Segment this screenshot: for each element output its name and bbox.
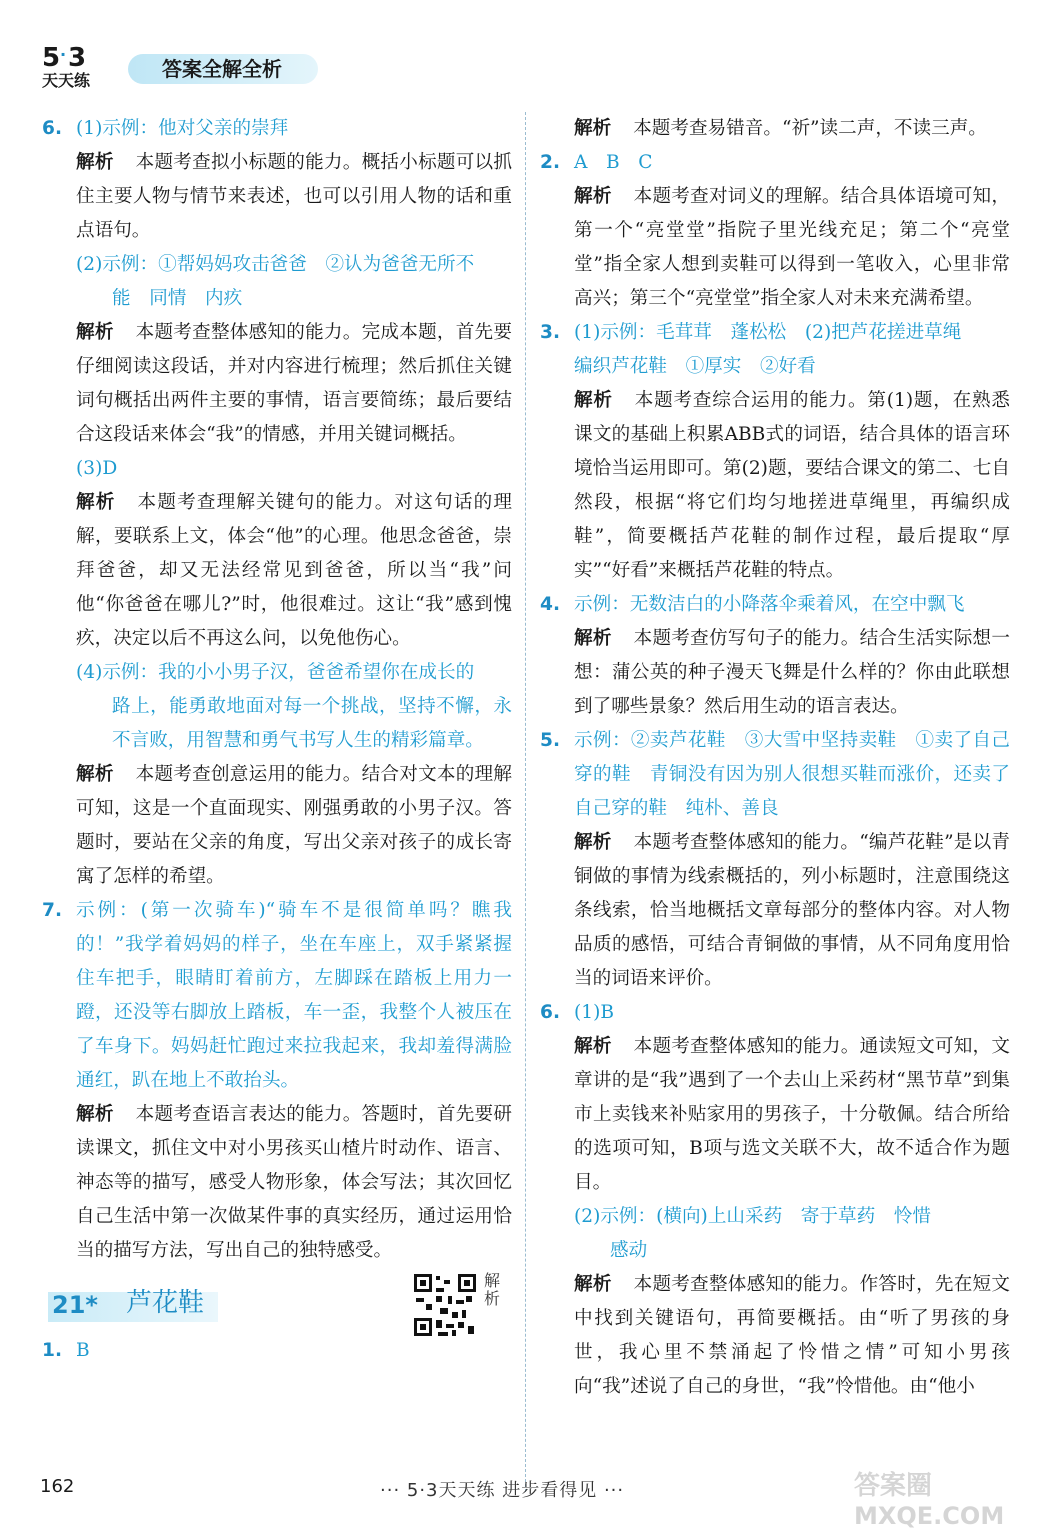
footer-slogan: ··· 5·3天天练 进步看得见 ··· (380, 1480, 625, 1501)
question-2 (540, 146, 1010, 316)
analysis-label: 解析 (574, 118, 612, 139)
analysis-text: 本题考查整体感知的能力。作答时，先在短文中找到关键语句，再简要概括。由“听了男孩的身世，我心里不禁涌起了怜惜之情”可知小男孩向“我”述说了自己的身世，“我”怜惜他。由“他小 (574, 1274, 1010, 1397)
right-column (540, 112, 1010, 1404)
analysis (540, 622, 1010, 724)
analysis-text: 本题考查创意运用的能力。结合对文本的理解可知，这是一个直面现实、刚强勇敢的小男子汉。答题时，要站在父亲的角度，写出父亲对孩子的成长寄寓了怎样的希望。 (76, 764, 512, 887)
analysis-label: 解析 (574, 390, 613, 411)
analysis-text: 本题考查整体感知的能力。通读短文可知，文章讲的是“我”遇到了一个去山上采药材“黑节草”到集市上卖钱来补贴家用的男孩子，十分敬佩。结合所给的选项可知，B项与选文关联不大，故不适合作为题目。 (574, 1036, 1010, 1193)
analysis-text: 本题考查整体感知的能力。完成本题，首先要仔细阅读这段话，并对内容进行梳理；然后抓住关键词句概括出两件主要的事情，语言要简练；最后要结合这段话来体会“我”的情感，并用关键词概括。 (76, 322, 512, 445)
question-1 (42, 1334, 512, 1368)
question-number: 5. (540, 730, 561, 751)
question-6 (42, 112, 512, 894)
section-heading (42, 1271, 512, 1334)
question-5 (540, 724, 1010, 996)
analysis (540, 1268, 1010, 1404)
analysis-label: 解析 (76, 764, 114, 785)
column-divider (525, 112, 526, 1492)
analysis (42, 1098, 512, 1268)
analysis (540, 112, 1010, 146)
question-number: 4. (540, 594, 561, 615)
analysis-text: 本题考查整体感知的能力。“编芦花鞋”是以青铜做的事情为线索概括的，列小标题时，注意围绕这条线索，恰当地概括文章每部分的整体内容。对人物品质的感悟，可结合青铜做的事情，从不同角度用恰当的词语来评价。 (574, 832, 1010, 989)
page-number: 162 (40, 1476, 75, 1497)
svg-text:MXQE.COM: MXQE.COM (854, 1502, 1005, 1530)
answer: 示例：②卖芦花鞋 ③大雪中坚持卖鞋 ①卖了自己穿的鞋 青铜没有因为别人很想买鞋而涨价，还卖了自己穿的鞋 纯朴、善良 (574, 730, 1010, 819)
analysis (42, 316, 512, 452)
analysis-label: 解析 (574, 1274, 612, 1295)
section-title: 芦花鞋 (126, 1288, 205, 1318)
svg-text:天天练: 天天练 (42, 71, 91, 88)
answer: 感动 (610, 1240, 648, 1261)
analysis-label: 解析 (76, 492, 116, 513)
answer: 示例：无数洁白的小降落伞乘着风，在空中飘飞 (574, 594, 965, 615)
answer: 编织芦花鞋 ①厚实 ②好看 (574, 356, 816, 377)
analysis (42, 146, 512, 248)
analysis-text: 本题考查综合运用的能力。第(1)题，在熟悉课文的基础上积累ABB式的词语，结合具体的语言环境恰当运用即可。第(2)题，要结合课文的第二、七自然段，根据“将它们均匀地搓进草绳里，再编织成鞋”，简要概括芦花鞋的制作过程，最后提取“厚实”“好看”来概括芦花鞋的特点。 (574, 390, 1010, 581)
analysis-text: 本题考查对词义的理解。结合具体语境可知，第一个“亮堂堂”指院子里光线充足；第二个“亮堂堂”指全家人想到卖鞋可以得到一笔收入，心里非常高兴；第三个“亮堂堂”指全家人对未来充满希望。 (574, 186, 1010, 309)
analysis (42, 758, 512, 894)
question-number: 2. (540, 152, 561, 173)
analysis (42, 486, 512, 656)
answer: B (76, 1340, 90, 1361)
question-number: 6. (540, 1002, 561, 1023)
analysis (540, 1030, 1010, 1200)
qr-label: 解析 (484, 1271, 501, 1308)
analysis-label: 解析 (76, 322, 114, 343)
analysis-text: 本题考查拟小标题的能力。概括小标题可以抓住主要人物与情节来表述，也可以引用人物的话和重点语句。 (76, 152, 512, 241)
svg-text:5: 5 (42, 43, 61, 73)
watermark-logo (850, 1466, 1030, 1530)
brand-logo (40, 40, 120, 88)
answer: (1)B (574, 1002, 615, 1023)
question-6-right (540, 996, 1010, 1404)
analysis-text: 本题考查理解关键句的能力。对这句话的理解，要联系上文，体会“他”的心理。他思念爸爸，崇拜爸爸，却又无法经常见到爸爸，所以当“我”问他“你爸爸在哪儿?”时，他很难过。这让“我”感到愧疚，决定以后不再这么问，以免他伤心。 (76, 492, 512, 649)
analysis-label: 解析 (574, 832, 612, 853)
analysis-label: 解析 (574, 628, 612, 649)
left-column (42, 112, 512, 1368)
svg-text:·: · (60, 45, 67, 64)
analysis-text: 本题考查语言表达的能力。答题时，首先要研读课文，抓住文中对小男孩买山楂片时动作、语言、神态等的描写，感受人物形象，体会写法；其次回忆自己生活中第一次做某件事的真实经历，通过运用恰当的描写方法，写出自己的独特感受。 (76, 1104, 512, 1261)
analysis-label: 解析 (574, 1036, 612, 1057)
answer: (2)示例：①帮妈妈攻击爸爸 ②认为爸爸无所不 (76, 254, 475, 275)
analysis-label: 解析 (574, 186, 612, 207)
analysis-label: 解析 (76, 1104, 114, 1125)
answer: 能 同情 内疚 (112, 288, 243, 309)
question-number: 3. (540, 322, 561, 343)
answer: (4)示例：我的小小男子汉，爸爸希望你在成长的 (76, 662, 475, 683)
answer: A B C (574, 152, 653, 173)
analysis-text: 本题考查易错音。“祈”读二声，不读三声。 (633, 118, 987, 139)
analysis (540, 384, 1010, 588)
answer: (2)示例：(横向)上山采药 寄于草药 怜惜 (574, 1206, 931, 1227)
answer: (3)D (76, 458, 118, 479)
question-3 (540, 316, 1010, 588)
question-4 (540, 588, 1010, 724)
analysis (540, 826, 1010, 996)
answer: 路上，能勇敢地面对每一个挑战，坚持不懈，永不言败，用智慧和勇气书写人生的精彩篇章。 (112, 696, 512, 751)
qr-code-icon[interactable] (412, 1272, 478, 1338)
answer: (1)示例：他对父亲的崇拜 (76, 118, 289, 139)
answer: (1)示例：毛茸茸 蓬松松 (2)把芦花搓进草绳 (574, 322, 962, 343)
svg-text:3: 3 (68, 43, 87, 73)
header-title: 答案全解全析 (128, 54, 318, 84)
section-number: 21* (52, 1291, 98, 1319)
question-number: 6. (42, 118, 63, 139)
question-7 (42, 894, 512, 1268)
analysis-label: 解析 (76, 152, 114, 173)
analysis-text: 本题考查仿写句子的能力。结合生活实际想一想：蒲公英的种子漫天飞舞是什么样的？你由此联想到了哪些景象？然后用生动的语言表达。 (574, 628, 1010, 717)
analysis (540, 180, 1010, 316)
question-number: 7. (42, 900, 63, 921)
question-number: 1. (42, 1340, 63, 1361)
answer: 示例：(第一次骑车)“骑车不是很简单吗？瞧我的！”我学着妈妈的样子，坐在车座上，双手紧紧握住车把手，眼睛盯着前方，左脚踩在踏板上用力一蹬，还没等右脚放上踏板，车一歪，我整个人被压在了车身下。妈妈赶忙跑过来拉我起来，我却羞得满脸通红，趴在地上不敢抬头。 (76, 900, 512, 1091)
svg-text:答案圈: 答案圈 (854, 1471, 933, 1501)
